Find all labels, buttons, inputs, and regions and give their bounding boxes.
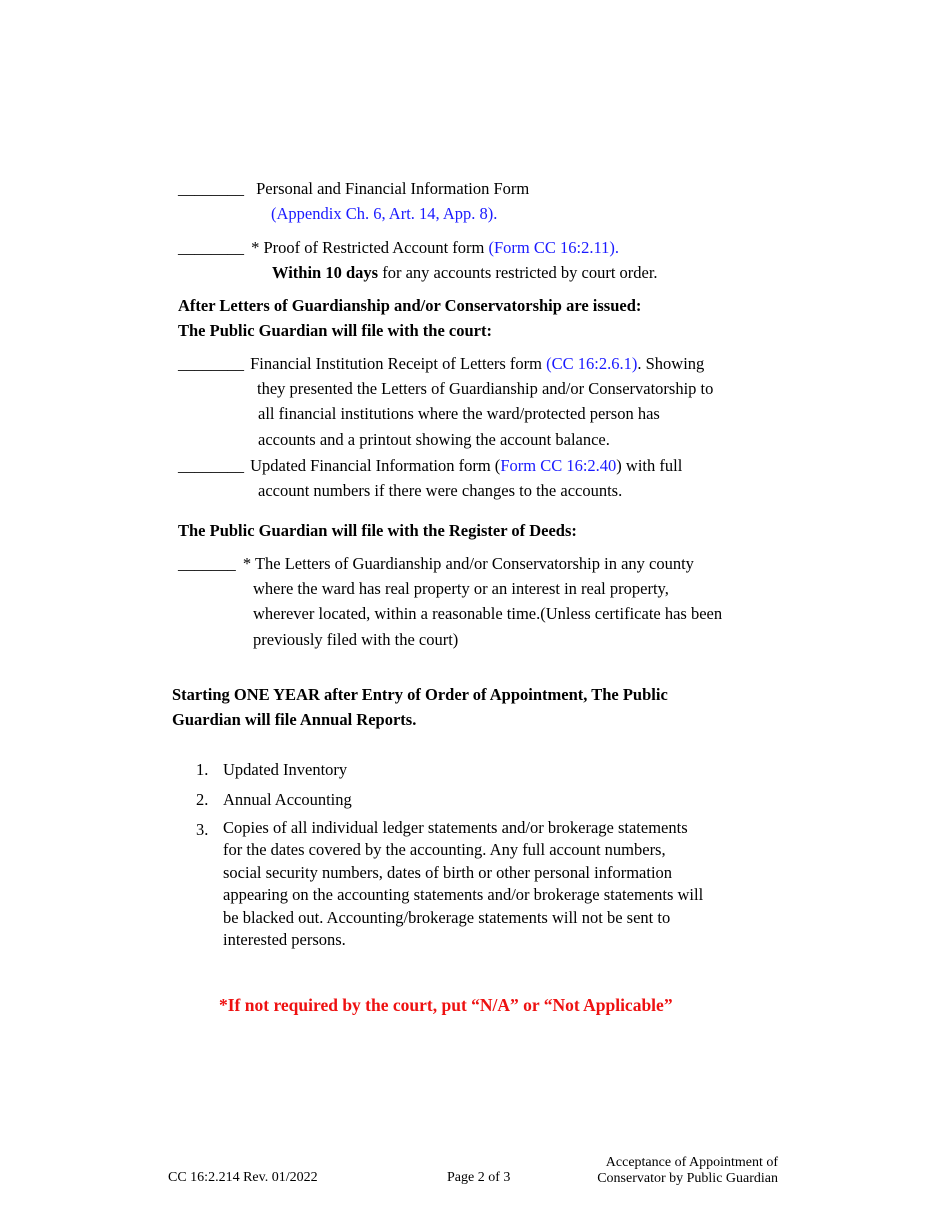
footer-doc-title <box>597 1155 778 1187</box>
list-item-number: 1. <box>196 760 209 779</box>
item-continuation: they presented the Letters of Guardianship and/or Conservatorship to <box>257 379 714 398</box>
signature-blank: ________ <box>178 238 244 257</box>
signature-blank: ________ <box>178 354 244 373</box>
note-text: for any accounts restricted by court order. <box>378 263 658 282</box>
list-item-line: appearing on the accounting statements and/or brokerage statements will <box>223 885 704 905</box>
item-continuation: previously filed with the court) <box>253 630 459 649</box>
deadline-text: Within 10 days <box>272 263 379 282</box>
list-item-number: 2. <box>196 790 209 809</box>
list-item-line: for the dates covered by the accounting. Any full account numbers, <box>223 840 666 860</box>
item-continuation: accounts and a printout showing the account balance. <box>258 430 610 449</box>
list-item-line: social security numbers, dates of birth or other personal information <box>223 862 673 882</box>
item-continuation: where the ward has real property or an interest in real property, <box>253 579 669 598</box>
list-item-line: Copies of all individual ledger statements and/or brokerage statements <box>223 818 688 837</box>
item-text: Personal and Financial Information Form <box>256 179 530 198</box>
list-item-number: 3. <box>196 820 209 839</box>
item-text: * Proof of Restricted Account form <box>251 238 489 257</box>
footer-form-id: CC 16:2.214 Rev. 01/2022 <box>168 1170 318 1185</box>
signature-blank: _______ <box>178 554 236 573</box>
form-link[interactable]: (Form CC 16:2.11). <box>488 238 619 257</box>
signature-blank: ________ <box>178 456 244 475</box>
signature-blank: ________ <box>178 179 244 198</box>
item-text: * The Letters of Guardianship and/or Conservatorship in any county <box>242 554 694 573</box>
section-heading-annual-cont: Guardian will file Annual Reports. <box>172 710 417 729</box>
footer-page-number: Page 2 of 3 <box>447 1170 511 1185</box>
section-heading-deeds: The Public Guardian will file with the Register of Deeds: <box>178 521 577 540</box>
form-link[interactable]: (CC 16:2.6.1) <box>546 354 638 373</box>
checklist-item-register-deeds <box>178 551 694 576</box>
item-text-after: . Showing <box>637 354 705 373</box>
list-item-line: be blacked out. Accounting/brokerage statements will not be sent to <box>223 907 671 927</box>
footer-title-line: Conservator by Public Guardian <box>597 1171 778 1186</box>
list-item: Annual Accounting <box>223 790 352 809</box>
checklist-item-restricted-account <box>178 235 619 260</box>
item-continuation: account numbers if there were changes to the accounts. <box>258 481 623 500</box>
section-heading-letters: After Letters of Guardianship and/or Conservatorship are issued: <box>178 296 642 315</box>
checklist-item-updated-financial <box>178 453 682 478</box>
item-continuation: wherever located, within a reasonable time.(Unless certificate has been <box>253 604 723 623</box>
section-subheading-letters: The Public Guardian will file with the court: <box>178 321 492 340</box>
item-text-after: ) with full <box>616 456 683 475</box>
item-text: Financial Institution Receipt of Letters form <box>250 354 547 373</box>
footer-title-line: Acceptance of Appointment of <box>605 1155 778 1170</box>
appendix-link[interactable]: (Appendix Ch. 6, Art. 14, App. 8). <box>271 204 498 223</box>
not-required-notice: *If not required by the court, put “N/A” or “Not Applicable” <box>219 995 673 1015</box>
list-item-line: interested persons. <box>223 930 346 950</box>
checklist-item-personal-financial <box>178 176 529 201</box>
checklist-item-receipt-letters <box>178 351 704 376</box>
section-heading-annual: Starting ONE YEAR after Entry of Order of Appointment, The Public <box>172 685 668 704</box>
item-continuation: all financial institutions where the ward/protected person has <box>258 404 660 423</box>
list-item: Updated Inventory <box>223 760 348 779</box>
list-item <box>223 817 703 951</box>
form-link[interactable]: Form CC 16:2.40 <box>500 456 617 475</box>
item-text: Updated Financial Information form ( <box>250 456 501 475</box>
restricted-account-note <box>272 260 658 285</box>
